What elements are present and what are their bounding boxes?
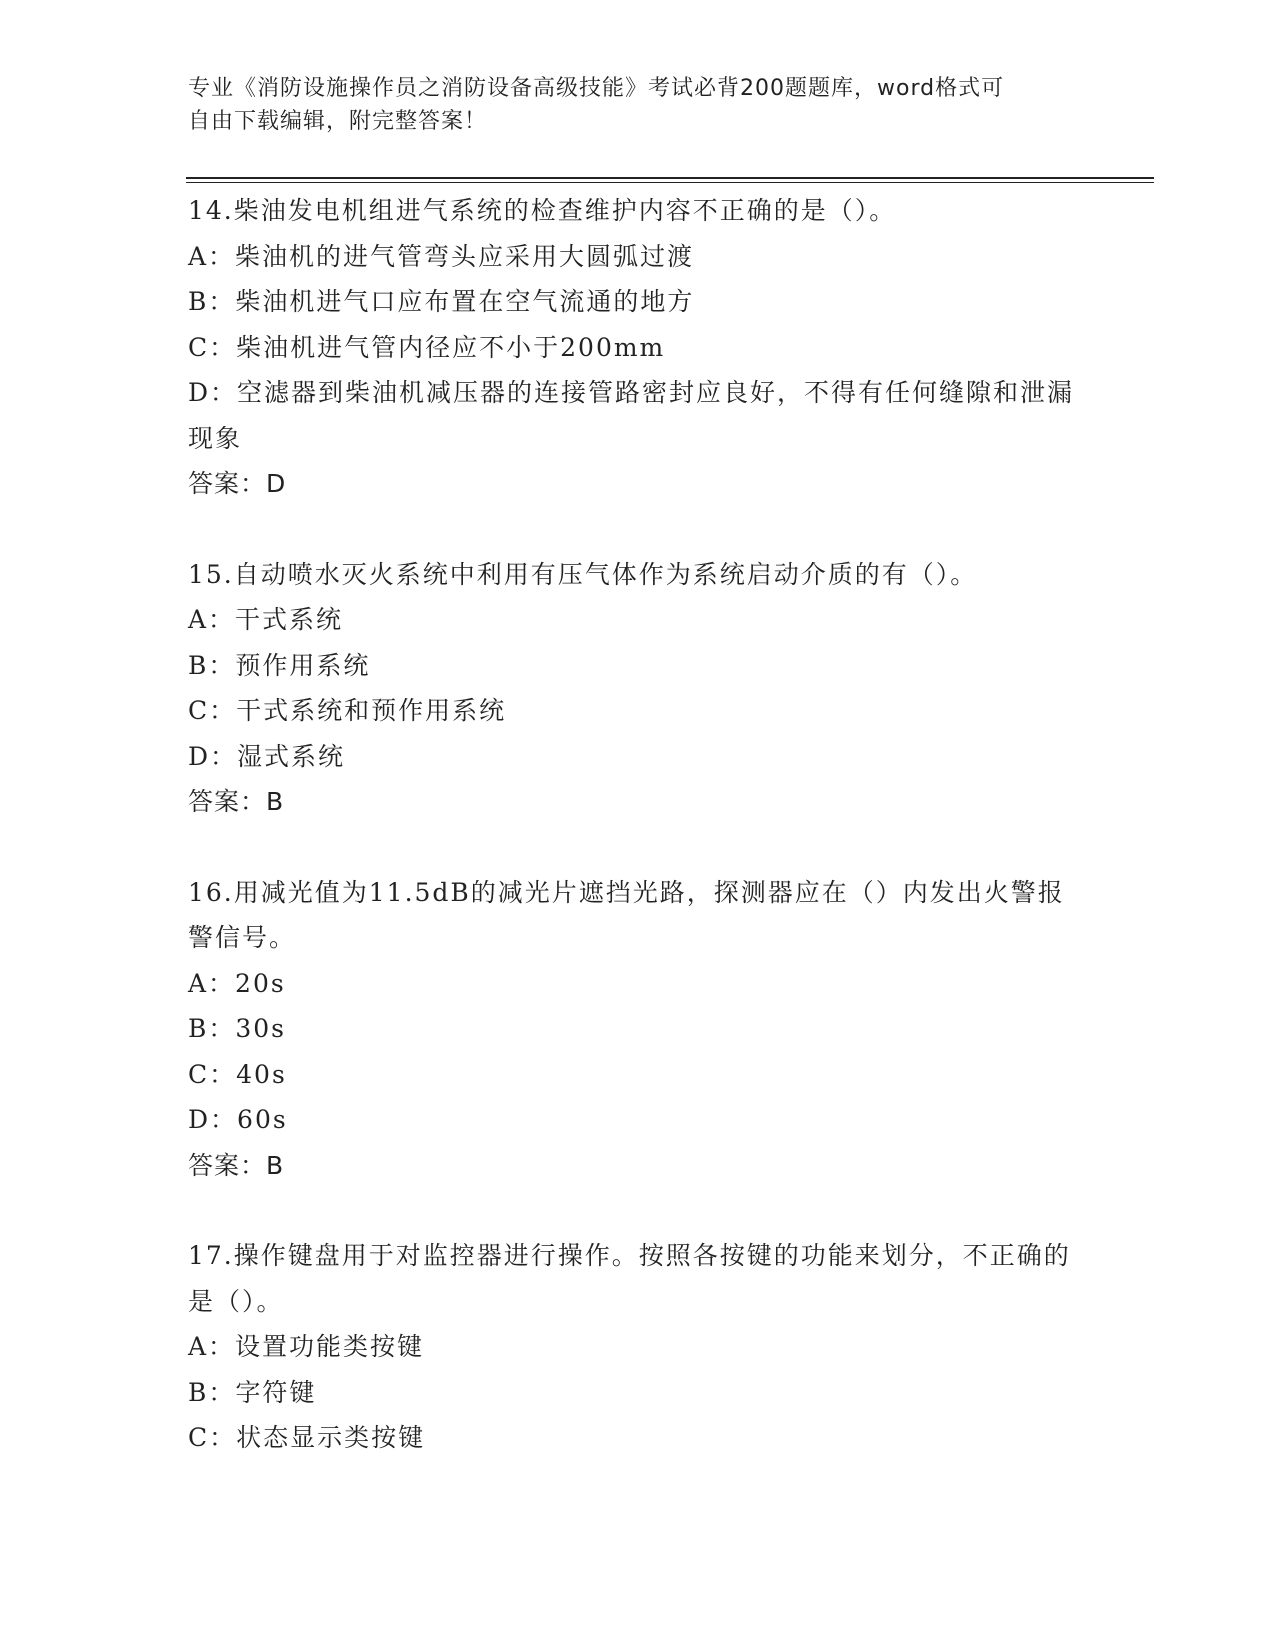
option-a: A：20s: [188, 968, 286, 998]
option-d: D：60s: [188, 1105, 288, 1134]
question-17: [188, 1233, 1088, 1461]
document-header: [188, 72, 1068, 138]
question-text: 15.自动喷水灭火系统中利用有压气体作为系统启动介质的有（）。: [188, 559, 978, 589]
header-rule-thin: [186, 182, 1154, 183]
spacer: [188, 825, 1088, 870]
option-c: C：柴油机进气管内径应不小于200mm: [188, 332, 666, 362]
option-c: C：状态显示类按键: [188, 1423, 426, 1452]
question-text: 16.用减光值为11.5dB的减光片遮挡光路，探测器应在（）内发出火警报警信号。: [188, 877, 1065, 952]
header-line-1: 专业《消防设施操作员之消防设备高级技能》考试必背200题题库，word格式可: [188, 76, 1005, 101]
header-rule-thick: [186, 177, 1154, 179]
option-c: C：干式系统和预作用系统: [188, 696, 507, 725]
question-16: [188, 870, 1088, 1189]
question-14: [188, 188, 1088, 507]
question-text: 14.柴油发电机组进气系统的检查维护内容不正确的是（）。: [188, 196, 897, 225]
option-b: B：柴油机进气口应布置在空气流通的地方: [188, 287, 695, 316]
option-b: B：字符键: [188, 1377, 317, 1407]
spacer: [188, 1188, 1088, 1233]
answer-text: 答案：B: [188, 787, 285, 816]
option-b: B：30s: [188, 1014, 287, 1043]
option-a: A：柴油机的进气管弯头应采用大圆弧过渡: [188, 241, 695, 271]
option-a: A：设置功能类按键: [188, 1332, 425, 1361]
option-a: A：干式系统: [188, 605, 344, 634]
option-b: B：预作用系统: [188, 650, 371, 680]
question-15: [188, 552, 1088, 825]
question-list: [188, 188, 1088, 1461]
header-line-2: 自由下载编辑，附完整答案！: [188, 109, 488, 134]
answer-text: 答案：D: [188, 469, 287, 498]
option-c: C：40s: [188, 1059, 287, 1089]
spacer: [188, 507, 1088, 552]
option-d: D：湿式系统: [188, 741, 346, 771]
answer-text: 答案：B: [188, 1150, 285, 1180]
question-text: 17.操作键盘用于对监控器进行操作。按照各按键的功能来划分，不正确的是（）。: [188, 1241, 1071, 1316]
option-d: D：空滤器到柴油机减压器的连接管路密封应良好，不得有任何缝隙和泄漏现象: [188, 378, 1075, 453]
